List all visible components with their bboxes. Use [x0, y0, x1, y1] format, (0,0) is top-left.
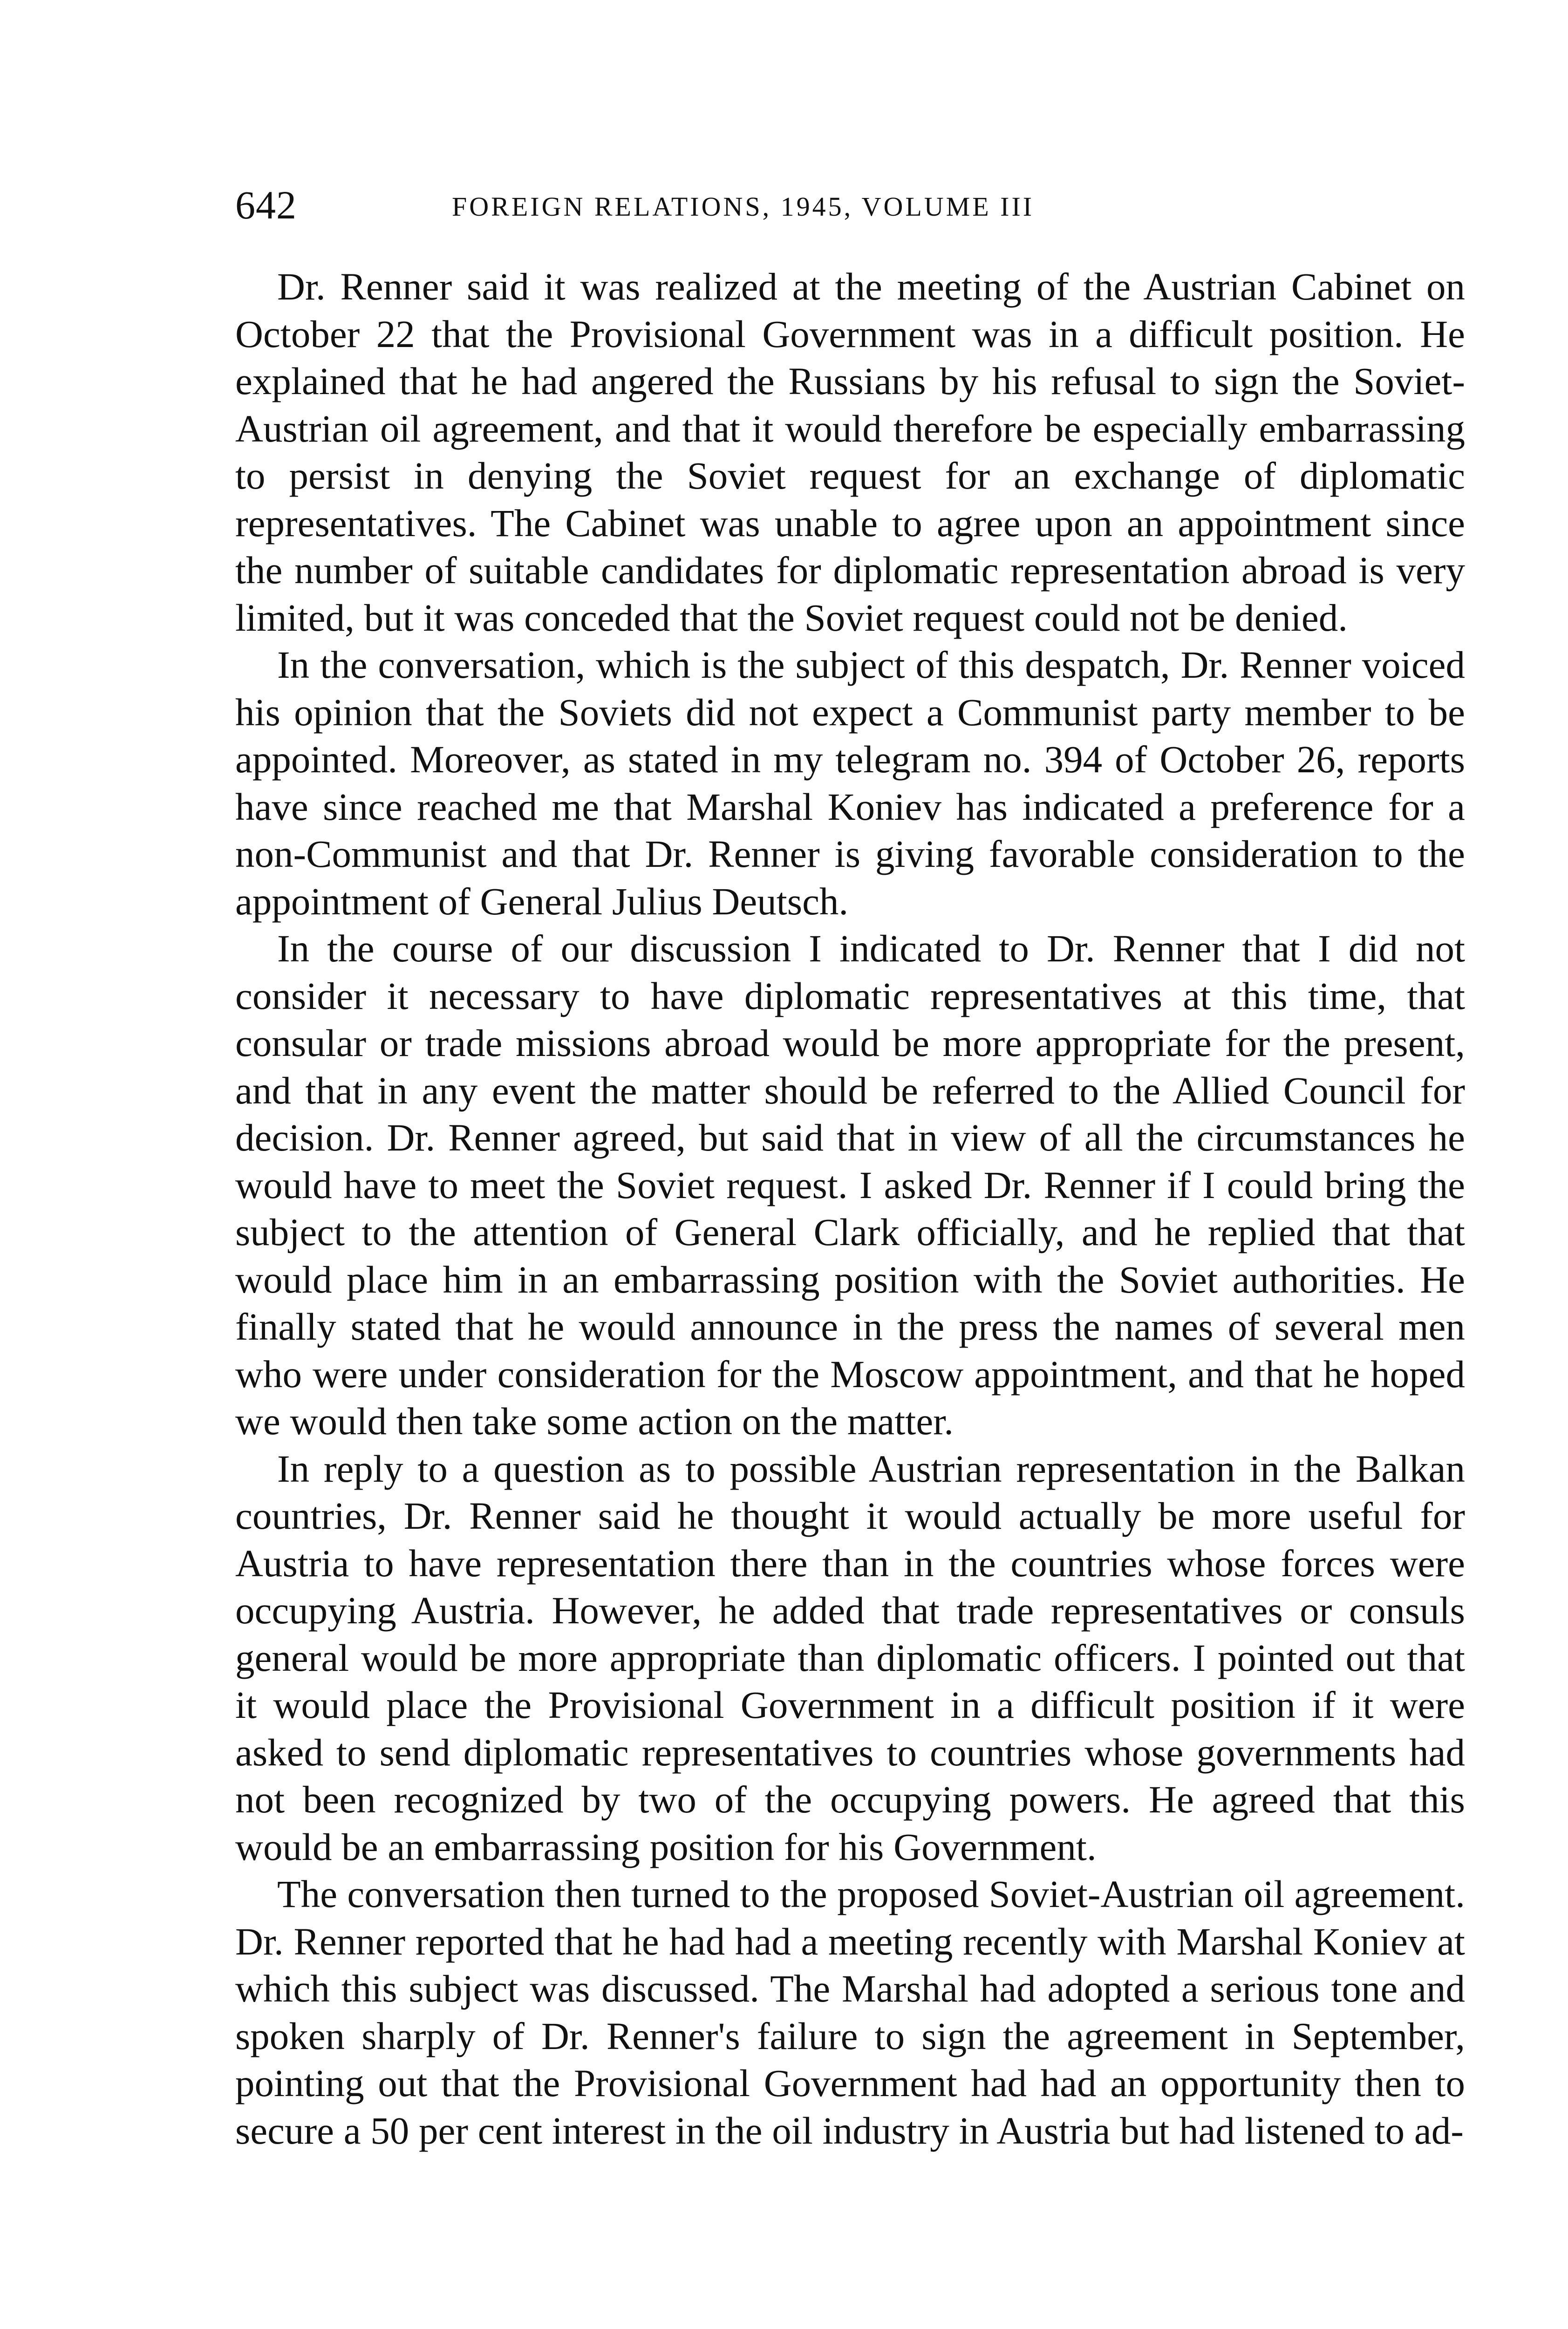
- page-number: 642: [235, 183, 297, 227]
- page-header: [235, 182, 1465, 238]
- paragraph-2: In the conversation, which is the subject of this despatch, Dr. Renner voiced his opinion that the Soviets did not expect a Communist party member to be appointed. Moreover, as stated in my telegram no. 394 of October 26, reports have since reached me that Marshal Koniev has indicated a preference for a non-Communist and that Dr. Renner is giving favorable consideration to the appointment of General Julius Deutsch.: [235, 643, 1465, 923]
- paragraph-3: In the course of our discussion I indicated to Dr. Renner that I did not consider it necessary to have diplomatic representatives at this time, that consular or trade missions abroad would be more appropriate for the present, and that in any event the matter should be referred to the Allied Council for decision. Dr. Renner agreed, but said that in view of all the circumstances he would have to meet the Soviet request. I asked Dr. Renner if I could bring the subject to the attention of General Clark officially, and he replied that that would place him in an embarrassing position with the Soviet authorities. He finally stated that he would announce in the press the names of several men who were under consideration for the Moscow appointment, and that he hoped we would then take some action on the matter.: [235, 927, 1465, 1443]
- running-head: FOREIGN RELATIONS, 1945, VOLUME III: [452, 191, 1035, 222]
- body-text: [235, 263, 1465, 2154]
- paragraph-4: In reply to a question as to possible Austrian representation in the Balkan countries, Dr. Renner said he thought it would actually be more useful for Austria to have representation there than in the countries whose forces were occupying Austria. However, he added that trade representatives or consuls general would be more appropriate than diplomatic officers. I pointed out that it would place the Provisional Government in a difficult position if it were asked to send diplomatic representatives to countries whose governments had not been recognized by two of the occupying powers. He agreed that this would be an embarrassing position for his Government.: [235, 1447, 1465, 1868]
- paragraph-5: The conversation then turned to the proposed Soviet-Austrian oil agreement. Dr. Renner reported that he had had a meeting recently with Marshal Koniev at which this subject was discussed. The Marshal had adopted a serious tone and spoken sharply of Dr. Renner's failure to sign the agreement in September, pointing out that the Provisional Government had had an opportunity then to secure a 50 per cent interest in the oil industry in Austria but had listened to ad-: [235, 1873, 1465, 2152]
- paragraph-1: Dr. Renner said it was realized at the meeting of the Austrian Cabinet on October 22 that the Provisional Government was in a difficult position. He explained that he had angered the Russians by his refusal to sign the Soviet-Austrian oil agreement, and that it would therefore be especially embarrassing to persist in denying the Soviet request for an exchange of diplomatic representatives. The Cabinet was unable to agree upon an appointment since the number of suitable candidates for diplomatic representation abroad is very limited, but it was conceded that the Soviet request could not be denied.: [235, 265, 1465, 639]
